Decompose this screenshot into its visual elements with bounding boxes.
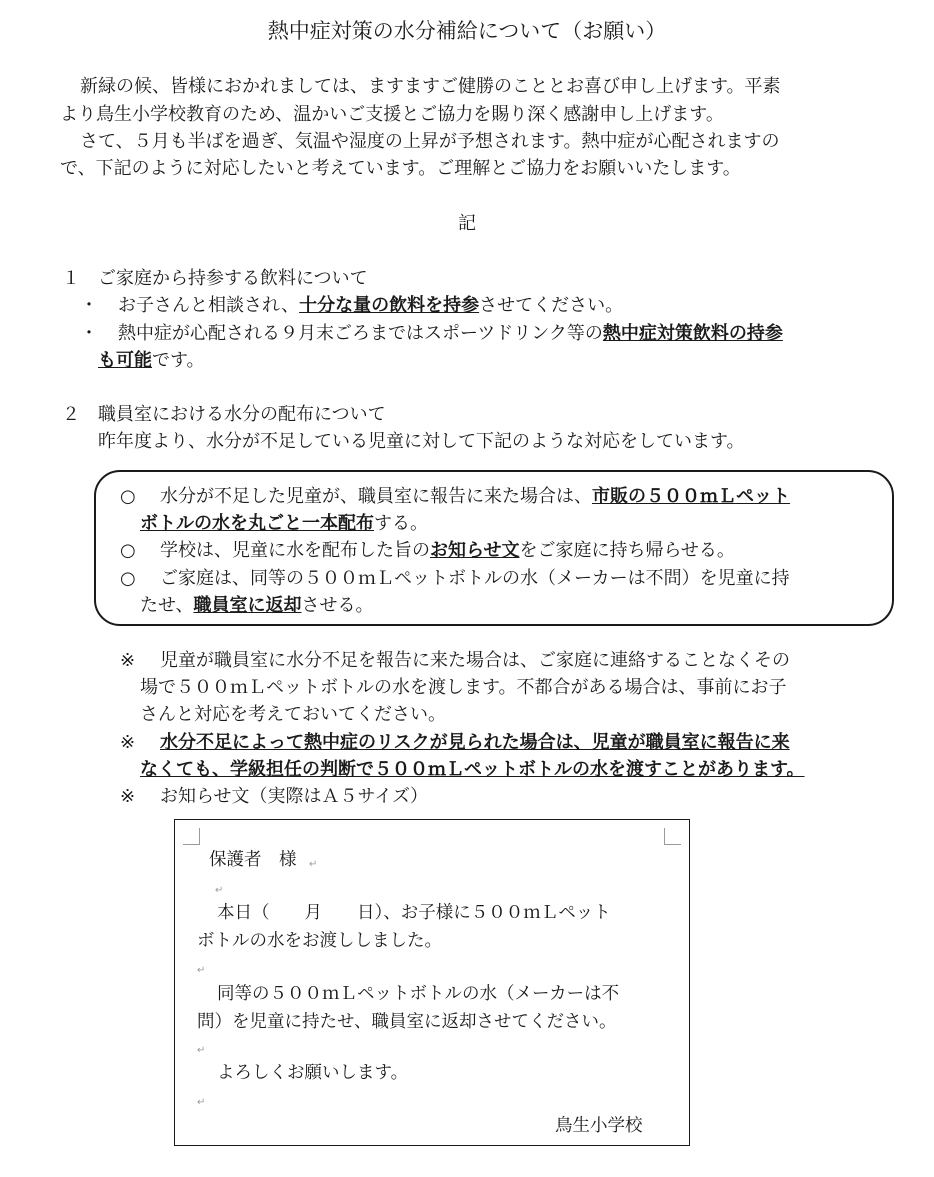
note-mark-2: ※ bbox=[120, 732, 136, 753]
item1-text: お子さんと相談され、 bbox=[118, 295, 300, 316]
item1-bold: 十分な量の飲料を持参 bbox=[299, 295, 480, 316]
paragraph-mark: ↵ bbox=[197, 1097, 206, 1108]
notice-line-5: よろしくお願いします。 bbox=[217, 1063, 409, 1083]
notice-salutation: 保護者 様 bbox=[209, 850, 297, 870]
intro-line-1: 新緑の候、皆様におかれましては、ますますご健勝のこととお喜び申し上げます。平素 bbox=[80, 76, 781, 97]
paragraph-mark: ↵ bbox=[197, 965, 206, 976]
item2-bold: 熱中症対策飲料の持参 bbox=[602, 323, 783, 344]
item2-text: 熱中症が心配される９月末ごろまではスポーツドリンク等の bbox=[118, 323, 603, 344]
box-item-3-line-2 bbox=[140, 592, 373, 619]
section1-bullet-2: ・ bbox=[80, 323, 98, 344]
notice-line-3: 同等の５００ｍＬペットボトルの水（メーカーは不 bbox=[217, 984, 620, 1004]
box-item-1-line-2 bbox=[140, 510, 428, 537]
box-item-1-bold: 市販の５００ｍＬペット bbox=[592, 486, 790, 507]
box-item-2-text: 学校は、児童に水を配布した旨の bbox=[160, 540, 430, 561]
box-circle-2: ○ bbox=[120, 540, 136, 561]
paragraph-mark: ↵ bbox=[309, 859, 318, 870]
ki-heading: 記 bbox=[458, 213, 476, 234]
box-circle-1: ○ bbox=[120, 486, 136, 507]
item1-tail: させてください。 bbox=[479, 295, 624, 316]
note-2-bold-2: なくても、学級担任の判断で５００ｍＬペットボトルの水を渡すことがあります。 bbox=[140, 759, 805, 780]
note-2-line-2 bbox=[140, 756, 805, 783]
box-item-1-line-1 bbox=[160, 483, 790, 510]
box-item-3-bold: 職員室に返却 bbox=[193, 595, 302, 616]
box-item-2-tail: をご家庭に持ち帰らせる。 bbox=[519, 540, 735, 561]
box-item-2-bold: お知らせ文 bbox=[430, 540, 520, 561]
box-item-1-bold-cont: ボトルの水を丸ごと一本配布 bbox=[140, 513, 374, 534]
paragraph-mark: ↵ bbox=[215, 885, 224, 896]
notice-line-2: ボトルの水をお渡ししました。 bbox=[197, 931, 442, 951]
page-title: 熱中症対策の水分補給について（お願い） bbox=[267, 19, 667, 43]
note-mark-1: ※ bbox=[120, 650, 136, 671]
section1-item-1 bbox=[118, 292, 623, 319]
section2-subtext: 昨年度より、水分が不足している児童に対して下記のような対応をしています。 bbox=[98, 431, 745, 452]
box-circle-3: ○ bbox=[120, 568, 136, 589]
paragraph-mark: ↵ bbox=[197, 1045, 206, 1056]
section1-item-2-line-1 bbox=[118, 320, 783, 347]
section1-heading: １ ご家庭から持参する飲料について bbox=[62, 268, 368, 289]
box-item-3-line-1: ご家庭は、同等の５００ｍＬペットボトルの水（メーカーは不問）を児童に持 bbox=[160, 568, 790, 589]
box-item-1-tail: する。 bbox=[374, 513, 428, 534]
box-item-2 bbox=[160, 537, 735, 564]
crop-mark-top-left bbox=[183, 828, 200, 845]
section1-item-2-line-2 bbox=[98, 347, 205, 374]
section1-bullet-1: ・ bbox=[80, 295, 98, 316]
note-1-line-1: 児童が職員室に水分不足を報告に来た場合は、ご家庭に連絡することなくその bbox=[160, 650, 790, 671]
box-item-1-text: 水分が不足した児童が、職員室に報告に来た場合は、 bbox=[160, 486, 592, 507]
notice-line-4: 問）を児童に持たせ、職員室に返却させてください。 bbox=[197, 1012, 617, 1032]
note-mark-3: ※ bbox=[120, 786, 136, 807]
note-2-line-1 bbox=[160, 729, 790, 756]
crop-mark-top-right bbox=[664, 828, 681, 845]
note-1-line-3: さんと対応を考えておいてください。 bbox=[140, 704, 446, 725]
note-3: お知らせ文（実際はＡ５サイズ） bbox=[160, 786, 429, 807]
note-1-line-2: 場で５００ｍＬペットボトルの水を渡します。不都合がある場合は、事前にお子 bbox=[140, 677, 787, 698]
item2-tail: です。 bbox=[152, 350, 205, 371]
note-2-bold-1: 水分不足によって熱中症のリスクが見られた場合は、児童が職員室に報告に来 bbox=[160, 732, 790, 753]
notice-signature: 鳥生小学校 bbox=[555, 1116, 643, 1136]
box-item-3-tail: させる。 bbox=[301, 595, 374, 616]
intro-line-4: で、下記のように対応したいと考えています。ご理解とご協力をお願いいたします。 bbox=[60, 158, 741, 179]
notice-sample bbox=[174, 819, 690, 1146]
notice-line-1: 本日（ 月 日）、お子様に５００ｍＬペット bbox=[217, 903, 611, 923]
box-item-3-text: たせ、 bbox=[140, 595, 194, 616]
section2-heading: ２ 職員室における水分の配布について bbox=[62, 404, 386, 425]
intro-line-2: より鳥生小学校教育のため、温かいご支援とご協力を賜り深く感謝申し上げます。 bbox=[60, 104, 724, 125]
item2-bold-cont: も可能 bbox=[98, 350, 152, 371]
intro-line-3: さて、５月も半ばを過ぎ、気温や湿度の上昇が予想されます。熱中症が心配されますの bbox=[80, 131, 780, 152]
